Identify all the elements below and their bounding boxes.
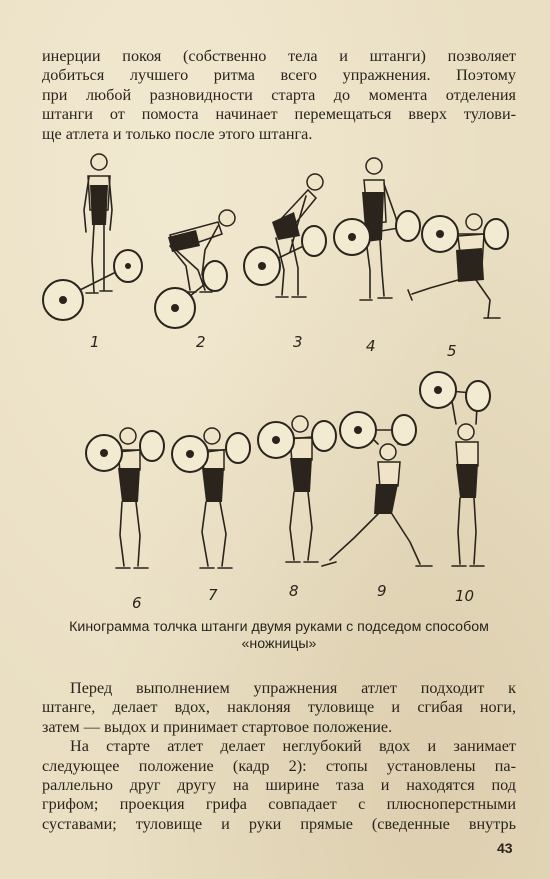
frame-label-2: 2 xyxy=(196,333,206,351)
text-line: Перед выполнением упражнения атлет подходит к xyxy=(70,679,516,697)
frame-label-10: 10 xyxy=(455,587,475,605)
frame-6-athlete xyxy=(86,428,164,568)
frame-10-athlete xyxy=(420,372,490,566)
frame-label-6: 6 xyxy=(132,594,142,612)
caption-line: «ножницы» xyxy=(241,636,317,652)
frame-label-8: 8 xyxy=(289,582,299,600)
frame-label-7: 7 xyxy=(208,586,218,604)
paragraph-bottom xyxy=(42,679,516,834)
frame-2-athlete xyxy=(155,210,235,328)
text-line: штанги от помоста начинает перемещаться вверх тулови- xyxy=(42,105,516,124)
text-line: затем — выдох и принимает стартовое положение. xyxy=(42,717,393,736)
frame-label-5: 5 xyxy=(447,342,457,360)
text-line: инерции покоя (собственно тела и штанги) позволяет xyxy=(42,47,516,65)
frame-9-athlete xyxy=(322,412,432,566)
kinogram-illustration xyxy=(0,140,550,620)
frame-3-athlete xyxy=(244,174,326,297)
paragraph-top xyxy=(42,47,516,144)
text-line: грифом; проекция грифа совпадает с плюсноперстными xyxy=(42,795,516,814)
text-line: ще атлета и только после этого штанга. xyxy=(42,124,313,143)
frame-label-4: 4 xyxy=(366,337,376,355)
text-line: штанге, делает вдох, наклоняя туловище и сгибая ноги, xyxy=(42,698,516,717)
frame-8-athlete xyxy=(258,416,336,562)
text-line: раллельно друг другу на ширине таза и находятся под xyxy=(42,776,516,795)
kinogram-figure xyxy=(0,140,550,620)
frame-7-athlete xyxy=(172,428,250,568)
page-number: 43 xyxy=(497,840,513,856)
text-line: добиться лучшего ритма всего упражнения. Поэтому xyxy=(42,66,516,85)
figure-caption xyxy=(40,619,518,653)
text-line: следующее положение (кадр 2): стопы установлены па- xyxy=(42,756,516,775)
caption-line: Кинограмма толчка штанги двумя руками с подседом способом xyxy=(69,619,489,635)
text-line: суставами; туловище и руки прямые (сведенные внутрь xyxy=(42,814,516,833)
frame-5-athlete xyxy=(408,214,508,318)
text-line: при любой разновидности старта до момента отделения xyxy=(42,85,516,104)
frame-label-3: 3 xyxy=(293,333,303,351)
frame-label-1: 1 xyxy=(90,333,100,351)
frame-1-athlete xyxy=(43,154,142,320)
frame-4-athlete xyxy=(334,158,420,300)
text-line: На старте атлет делает неглубокий вдох и занимает xyxy=(70,737,516,756)
frame-label-9: 9 xyxy=(377,582,387,600)
